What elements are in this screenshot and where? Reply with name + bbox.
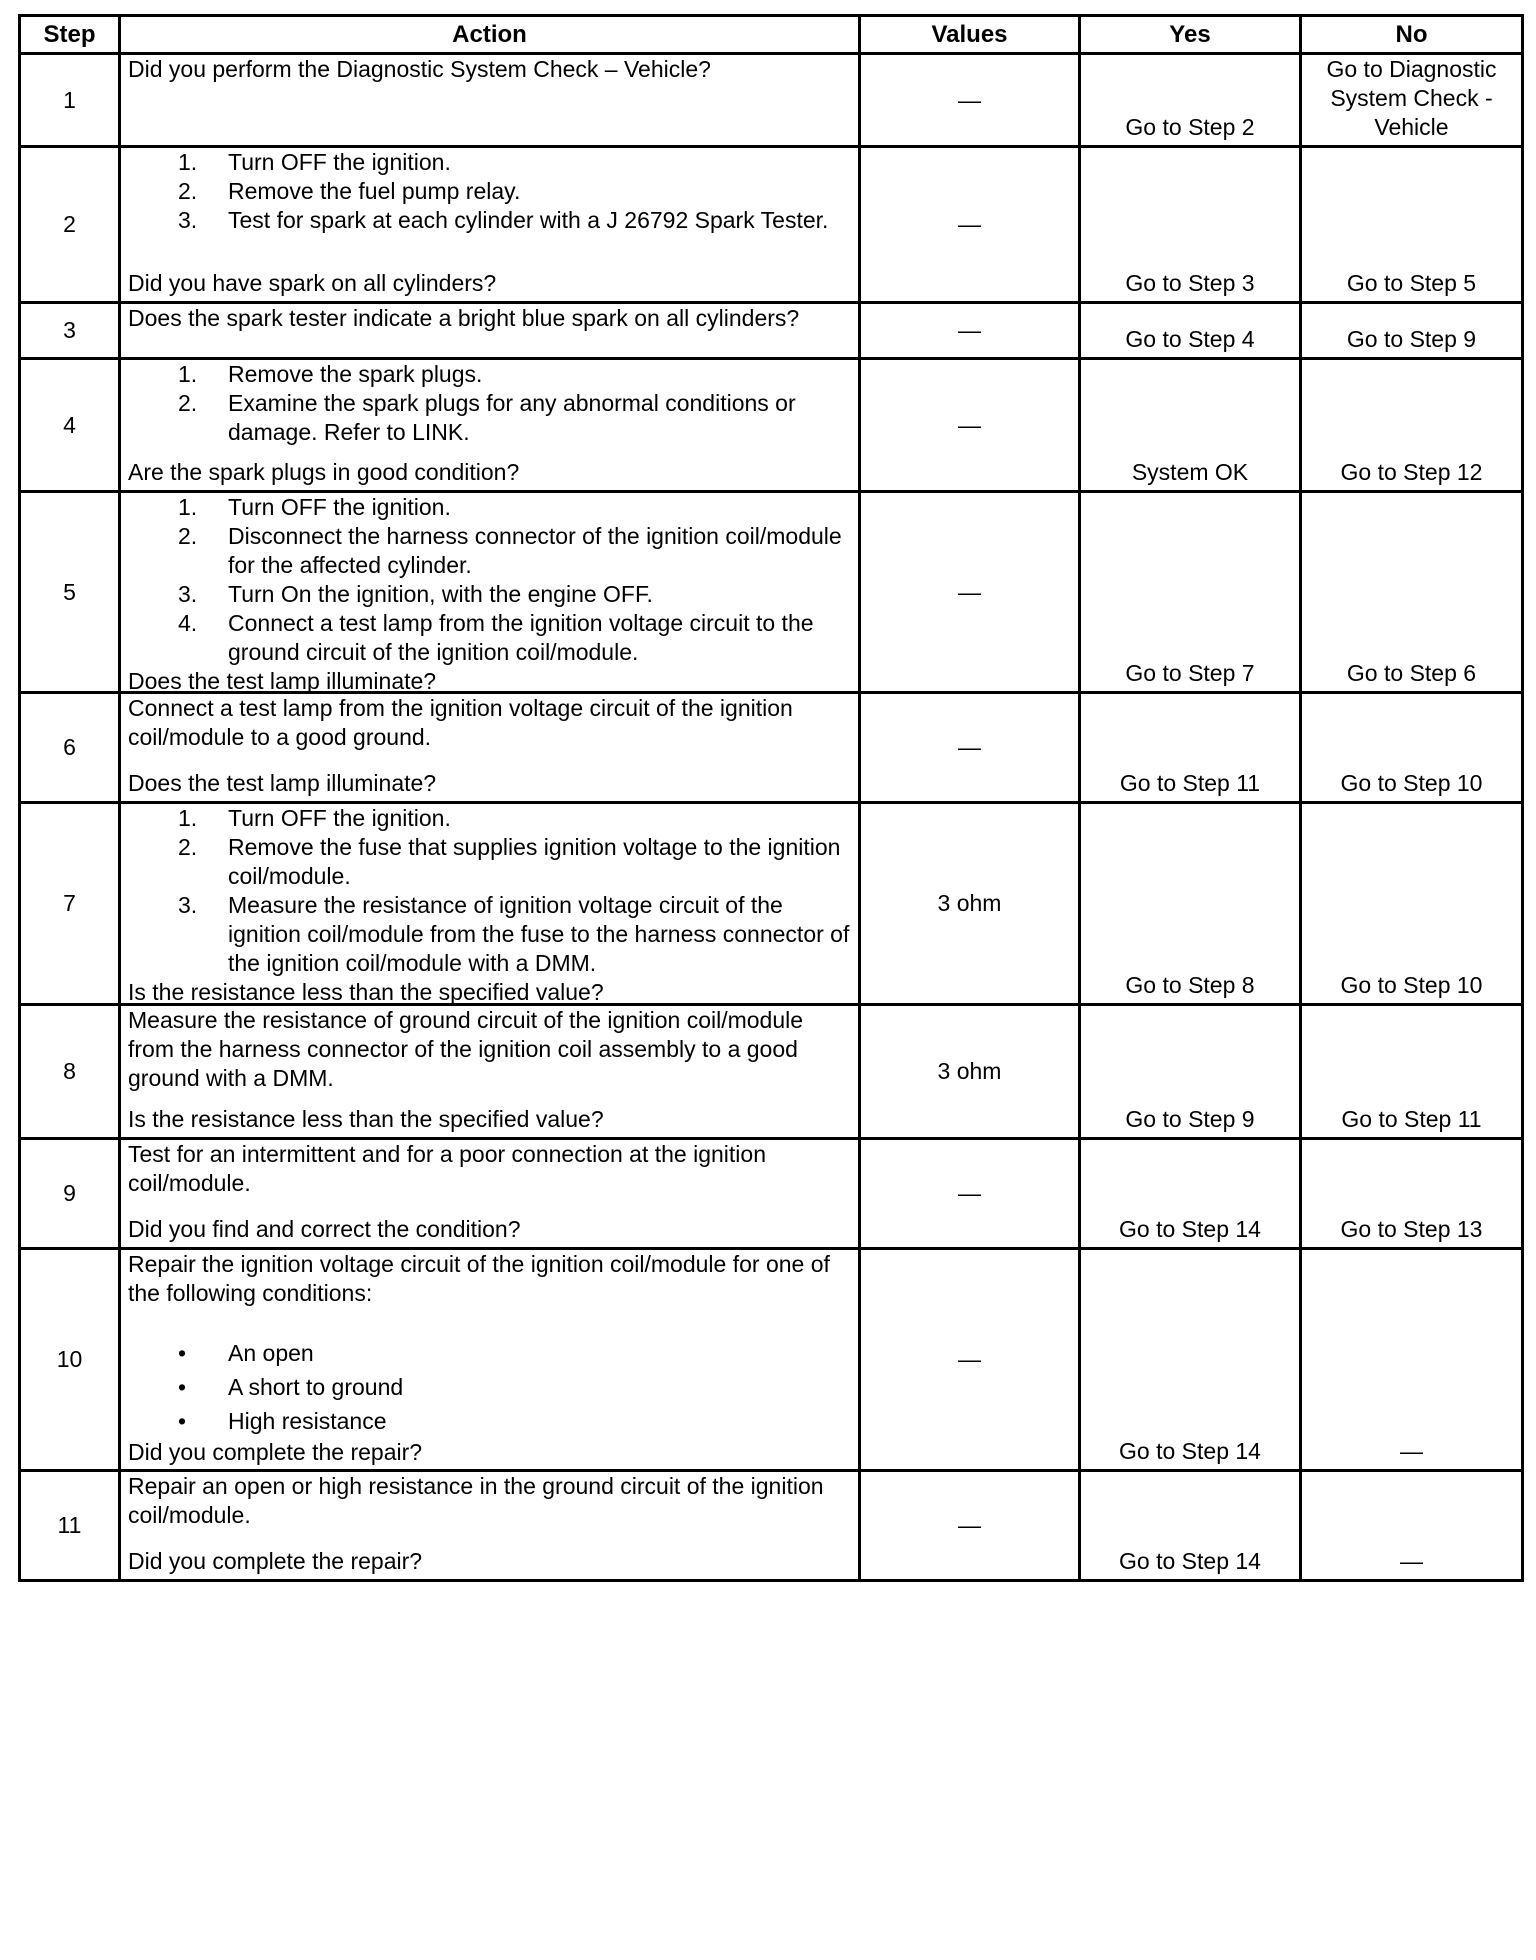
yes-cell: Go to Step 14 (1080, 1139, 1301, 1249)
action-text: Measure the resistance of ground circuit of the ignition coil/module from the harness connector of the ignition coil assembly to a good ground with a DMM. (128, 1007, 804, 1091)
table-row (20, 492, 1523, 693)
table-row (20, 693, 1523, 803)
action-cell (120, 1005, 860, 1139)
action-question: Did you complete the repair? (128, 1439, 423, 1465)
table-row (20, 1139, 1523, 1249)
table-row (20, 303, 1523, 359)
value-cell: — (860, 54, 1080, 147)
action-cell (120, 359, 860, 492)
action-step-list (128, 360, 850, 447)
action-cell (120, 54, 860, 147)
no-cell: Go to Step 10 (1301, 693, 1523, 803)
action-question: Does the test lamp illuminate? (128, 770, 437, 796)
no-cell: — (1301, 1249, 1523, 1471)
yes-cell: Go to Step 7 (1080, 492, 1301, 693)
no-cell: Go to Step 10 (1301, 803, 1523, 1005)
action-question: Did you complete the repair? (128, 1548, 423, 1574)
action-step: 2. Examine the spark plugs for any abnormal conditions or damage. Refer to LINK. (178, 390, 796, 445)
action-text: Test for an intermittent and for a poor connection at the ignition coil/module. (128, 1141, 766, 1196)
action-question: Did you have spark on all cylinders? (128, 270, 497, 296)
action-question: Is the resistance less than the specified value? (128, 1106, 604, 1132)
action-step: 3. Measure the resistance of ignition voltage circuit of the ignition coil/module from the fuse to the harness connector of the ignition coil/module with a DMM. (178, 892, 850, 976)
action-cell (120, 693, 860, 803)
yes-cell: Go to Step 4 (1080, 303, 1301, 359)
no-cell: Go to Step 13 (1301, 1139, 1523, 1249)
action-step: 1. Turn OFF the ignition. (178, 149, 451, 175)
value-cell: — (860, 1249, 1080, 1471)
step-number: 9 (20, 1139, 120, 1249)
step-number: 4 (20, 359, 120, 492)
value-cell: 3 ohm (860, 803, 1080, 1005)
yes-cell: Go to Step 14 (1080, 1471, 1301, 1581)
no-cell: Go to Step 11 (1301, 1005, 1523, 1139)
yes-cell: Go to Step 3 (1080, 147, 1301, 303)
value-cell: — (860, 147, 1080, 303)
action-text: Did you perform the Diagnostic System Check – Vehicle? (128, 56, 711, 82)
value-cell: — (860, 693, 1080, 803)
yes-cell: Go to Step 14 (1080, 1249, 1301, 1471)
header-yes: Yes (1080, 16, 1301, 54)
table-row (20, 1249, 1523, 1471)
action-step-list (128, 804, 850, 978)
action-question: Is the resistance less than the specified value? (128, 979, 604, 1005)
condition-list (128, 1336, 850, 1438)
step-number: 11 (20, 1471, 120, 1581)
table-row (20, 359, 1523, 492)
table-row (20, 1005, 1523, 1139)
no-cell: Go to Step 9 (1301, 303, 1523, 359)
list-item: • A short to ground (178, 1374, 404, 1400)
table-row (20, 54, 1523, 147)
no-cell: — (1301, 1471, 1523, 1581)
list-item: • An open (178, 1340, 314, 1366)
action-step: 3. Turn On the ignition, with the engine OFF. (178, 581, 653, 607)
diagnostic-table-container (18, 14, 1521, 1582)
list-item: • High resistance (178, 1408, 387, 1434)
action-text: Does the spark tester indicate a bright blue spark on all cylinders? (128, 305, 800, 331)
diagnostic-table (18, 14, 1524, 1582)
header-values: Values (860, 16, 1080, 54)
table-row (20, 803, 1523, 1005)
header-step: Step (20, 16, 120, 54)
yes-cell: Go to Step 9 (1080, 1005, 1301, 1139)
action-step-list (128, 148, 850, 235)
no-cell: Go to Step 12 (1301, 359, 1523, 492)
action-cell (120, 492, 860, 693)
table-row (20, 1471, 1523, 1581)
no-cell: Go to Diagnostic System Check - Vehicle (1301, 54, 1523, 147)
action-cell (120, 803, 860, 1005)
step-number: 5 (20, 492, 120, 693)
value-cell: — (860, 359, 1080, 492)
yes-cell: Go to Step 8 (1080, 803, 1301, 1005)
action-step: 1. Turn OFF the ignition. (178, 805, 451, 831)
step-number: 1 (20, 54, 120, 147)
action-step: 1. Turn OFF the ignition. (178, 494, 451, 520)
value-cell: 3 ohm (860, 1005, 1080, 1139)
action-cell (120, 1249, 860, 1471)
step-number: 6 (20, 693, 120, 803)
action-step: 2. Remove the fuse that supplies ignition voltage to the ignition coil/module. (178, 834, 841, 889)
no-cell: Go to Step 6 (1301, 492, 1523, 693)
action-question: Did you find and correct the condition? (128, 1216, 521, 1242)
yes-cell: Go to Step 11 (1080, 693, 1301, 803)
value-cell: — (860, 492, 1080, 693)
action-cell (120, 303, 860, 359)
value-cell: — (860, 1139, 1080, 1249)
action-question: Are the spark plugs in good condition? (128, 459, 520, 485)
action-step-list (128, 493, 850, 667)
action-text: Repair the ignition voltage circuit of the ignition coil/module for one of the following conditions: (128, 1251, 830, 1306)
action-question: Does the test lamp illuminate? (128, 668, 437, 694)
action-step: 2. Remove the fuel pump relay. (178, 178, 521, 204)
action-text: Connect a test lamp from the ignition voltage circuit of the ignition coil/module to a good ground. (128, 695, 793, 750)
value-cell: — (860, 303, 1080, 359)
header-no: No (1301, 16, 1523, 54)
action-text: Repair an open or high resistance in the ground circuit of the ignition coil/module. (128, 1473, 824, 1528)
action-cell (120, 147, 860, 303)
step-number: 2 (20, 147, 120, 303)
action-step: 4. Connect a test lamp from the ignition voltage circuit to the ground circuit of the ignition coil/module. (178, 610, 814, 665)
header-action: Action (120, 16, 860, 54)
step-number: 7 (20, 803, 120, 1005)
action-step: 2. Disconnect the harness connector of the ignition coil/module for the affected cylinder. (178, 523, 842, 578)
step-number: 3 (20, 303, 120, 359)
action-cell (120, 1471, 860, 1581)
value-cell: — (860, 1471, 1080, 1581)
step-number: 8 (20, 1005, 120, 1139)
table-row (20, 147, 1523, 303)
yes-cell: Go to Step 2 (1080, 54, 1301, 147)
header-row (20, 16, 1523, 54)
no-cell: Go to Step 5 (1301, 147, 1523, 303)
step-number: 10 (20, 1249, 120, 1471)
action-step: 1. Remove the spark plugs. (178, 361, 483, 387)
action-step: 3. Test for spark at each cylinder with a J 26792 Spark Tester. (178, 207, 829, 233)
action-cell (120, 1139, 860, 1249)
yes-cell: System OK (1080, 359, 1301, 492)
